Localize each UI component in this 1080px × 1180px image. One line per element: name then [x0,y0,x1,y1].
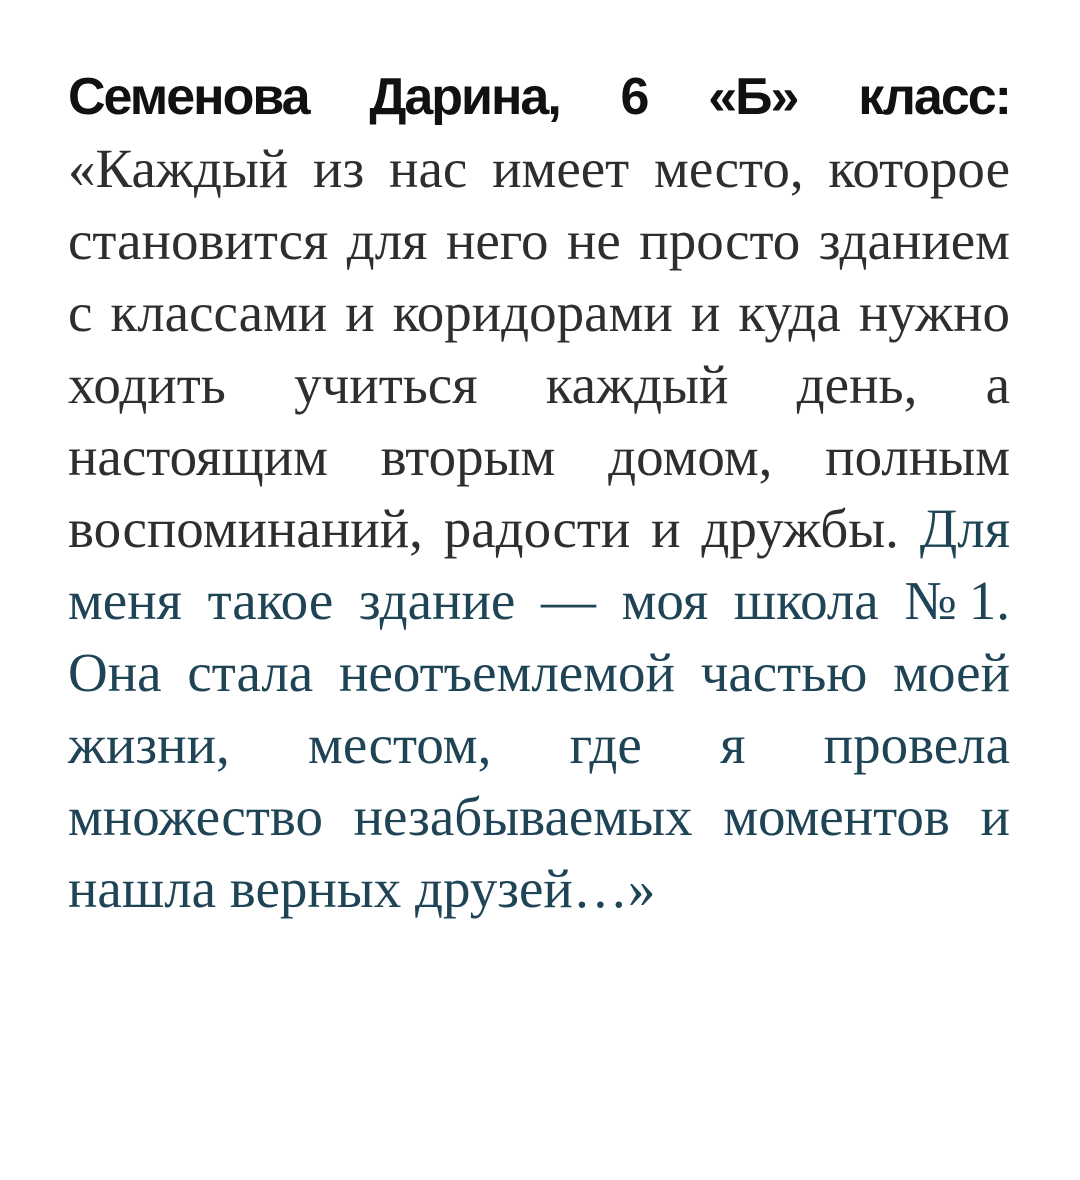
author-line: Семенова Дарина, 6 «Б» класс: [68,68,1010,126]
quote-text-part2: Для меня такое здание — моя школа №1. Она стала неотъемлемой частью моей жизни, местом, где я провела множество незабываемых моментов и нашла верных друзей…» [68,498,1010,919]
quote-text-part1: «Каждый из нас имеет место, которое становится для него не просто зданием с классами и коридорами и куда нужно ходить учиться каждый день, а настоящим вторым домом, полным воспоминаний, радости и дружбы. [68,138,1010,559]
quote-paragraph [68,60,1010,925]
